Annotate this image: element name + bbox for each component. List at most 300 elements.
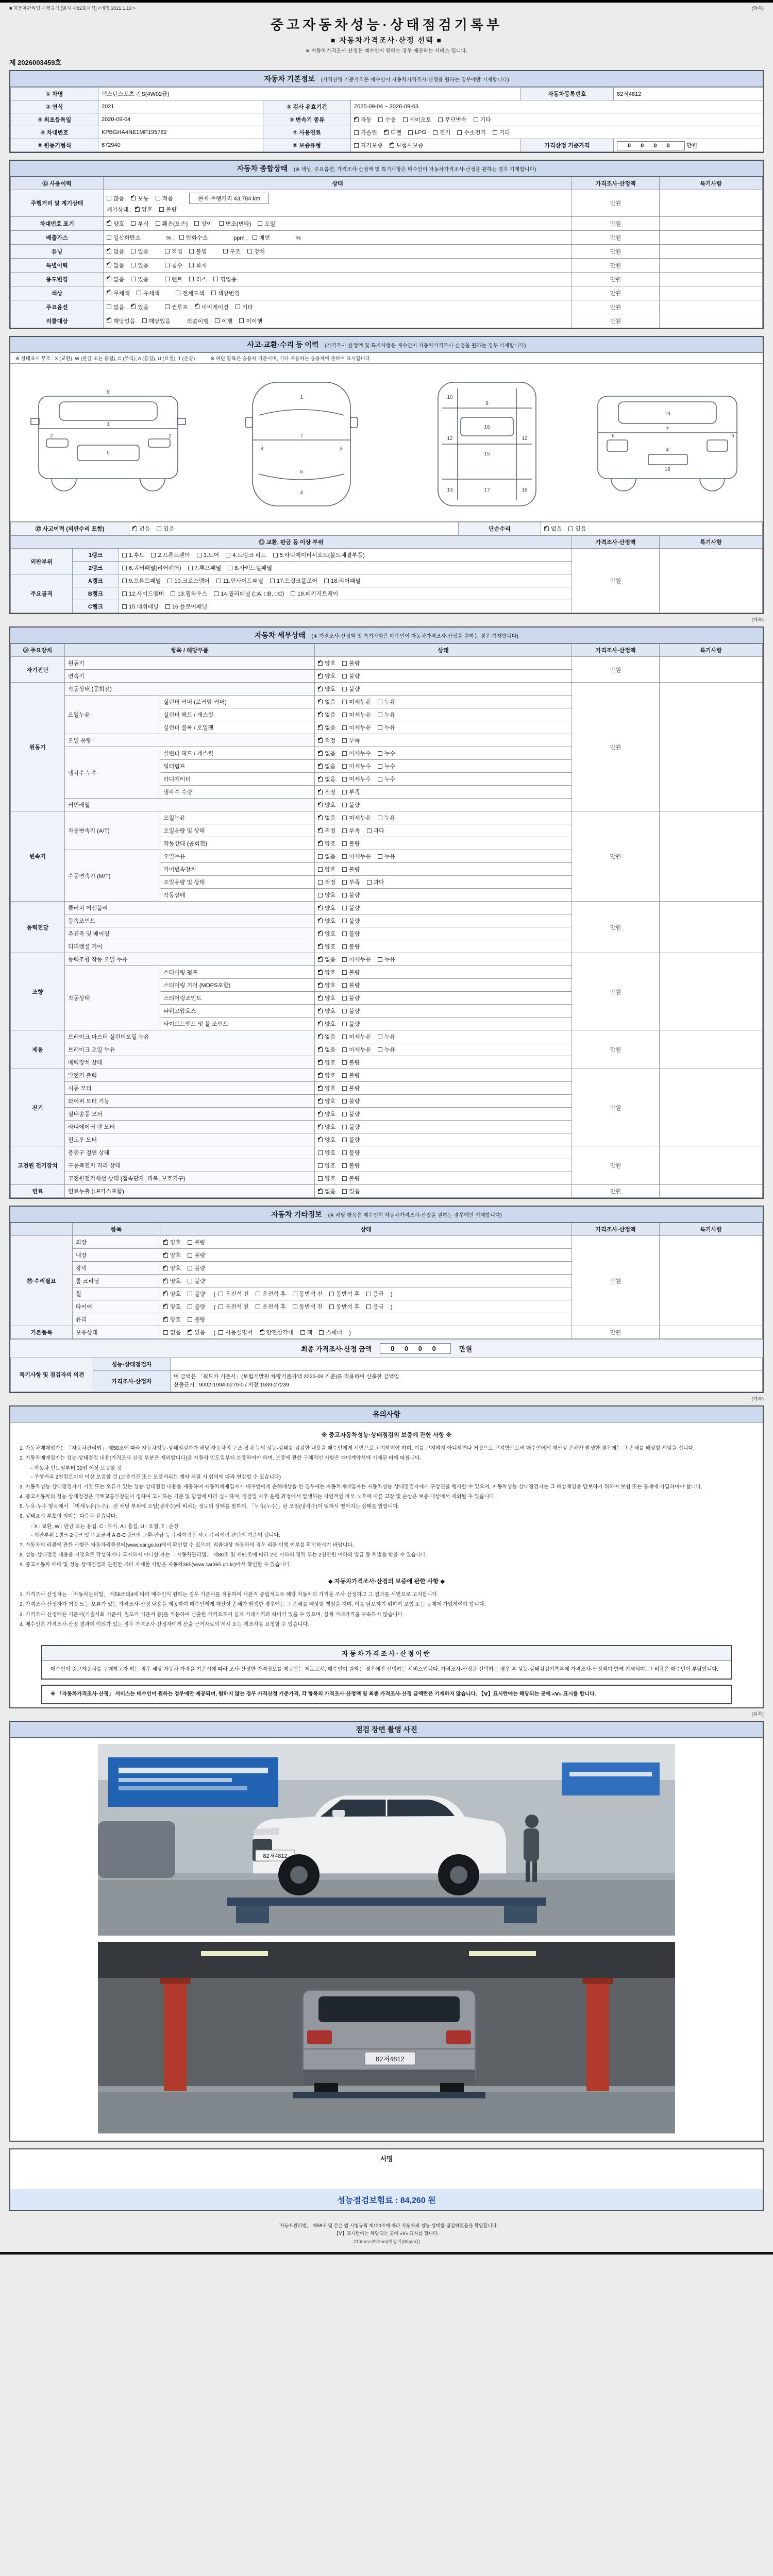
checkbox[interactable] <box>342 1060 347 1065</box>
checkbox-option[interactable] <box>342 788 360 796</box>
checkbox-option[interactable] <box>342 852 371 860</box>
checkbox[interactable] <box>342 828 347 833</box>
checkbox-option[interactable] <box>342 981 360 989</box>
checkbox[interactable] <box>107 318 111 323</box>
checkbox[interactable] <box>342 1150 347 1155</box>
checkbox-option[interactable] <box>493 128 510 137</box>
checkbox[interactable] <box>159 207 164 212</box>
checkbox-option[interactable] <box>318 981 335 989</box>
checkbox-option[interactable] <box>107 194 124 202</box>
checkbox-option[interactable] <box>228 564 272 572</box>
checkbox[interactable] <box>122 579 127 583</box>
checkbox-option[interactable] <box>195 303 229 311</box>
checkbox-option[interactable] <box>474 115 491 124</box>
checkbox[interactable] <box>188 1266 192 1270</box>
checkbox[interactable] <box>293 1292 297 1296</box>
checkbox[interactable] <box>438 117 443 122</box>
checkbox[interactable] <box>219 1304 223 1309</box>
checkbox[interactable] <box>318 1009 323 1013</box>
checkbox[interactable] <box>342 816 347 820</box>
checkbox[interactable] <box>318 931 323 936</box>
checkbox-option[interactable] <box>342 736 360 744</box>
checkbox[interactable] <box>342 1099 347 1104</box>
checkbox-option[interactable] <box>354 141 383 149</box>
checkbox-option[interactable] <box>378 955 395 963</box>
checkbox-option[interactable] <box>378 698 395 706</box>
checkbox[interactable] <box>342 1086 347 1091</box>
checkbox-option[interactable] <box>122 589 164 598</box>
checkbox-option[interactable] <box>219 1302 249 1311</box>
checkbox-option[interactable] <box>329 1302 360 1311</box>
checkbox[interactable] <box>342 713 347 717</box>
checkbox-option[interactable] <box>163 1238 181 1246</box>
checkbox[interactable] <box>318 1047 323 1052</box>
checkbox[interactable] <box>318 1035 323 1039</box>
checkbox[interactable] <box>188 1330 192 1335</box>
checkbox[interactable] <box>342 803 347 807</box>
checkbox-option[interactable] <box>366 1290 384 1298</box>
checkbox[interactable] <box>318 816 323 820</box>
checkbox[interactable] <box>165 277 170 281</box>
checkbox[interactable] <box>329 1292 334 1296</box>
checkbox[interactable] <box>247 249 252 253</box>
checkbox-option[interactable] <box>342 878 360 886</box>
checkbox-option[interactable] <box>215 317 232 325</box>
checkbox[interactable] <box>408 130 413 135</box>
checkbox-option[interactable] <box>122 577 161 585</box>
checkbox[interactable] <box>318 970 323 975</box>
checkbox-option[interactable] <box>318 1007 335 1015</box>
checkbox-option[interactable] <box>165 261 182 269</box>
checkbox[interactable] <box>318 880 323 885</box>
checkbox-option[interactable] <box>318 1020 335 1028</box>
checkbox-option[interactable] <box>214 589 284 598</box>
checkbox-option[interactable] <box>318 1148 335 1157</box>
checkbox-option[interactable] <box>163 1328 181 1336</box>
checkbox-option[interactable] <box>318 1045 335 1054</box>
checkbox-option[interactable] <box>318 801 335 809</box>
checkbox[interactable] <box>366 1304 371 1309</box>
checkbox-option[interactable] <box>342 1161 360 1170</box>
checkbox[interactable] <box>342 1176 347 1181</box>
checkbox-option[interactable] <box>122 551 144 559</box>
checkbox[interactable] <box>188 566 193 570</box>
checkbox[interactable] <box>273 553 278 557</box>
checkbox-option[interactable] <box>107 233 141 242</box>
checkbox-option[interactable] <box>342 904 360 912</box>
checkbox-option[interactable] <box>131 194 148 202</box>
checkbox-option[interactable] <box>342 865 360 873</box>
checkbox-option[interactable] <box>366 1302 384 1311</box>
checkbox-option[interactable] <box>163 1290 181 1298</box>
checkbox[interactable] <box>378 117 383 122</box>
checkbox-option[interactable] <box>107 275 124 283</box>
checkbox[interactable] <box>378 957 382 962</box>
checkbox[interactable] <box>216 579 221 583</box>
checkbox-option[interactable] <box>342 1097 360 1105</box>
checkbox[interactable] <box>163 1266 168 1270</box>
checkbox[interactable] <box>342 1125 347 1129</box>
checkbox-option[interactable] <box>156 219 188 228</box>
checkbox[interactable] <box>219 221 224 226</box>
checkbox-option[interactable] <box>342 1032 371 1041</box>
checkbox-option[interactable] <box>403 115 432 124</box>
checkbox[interactable] <box>367 828 372 833</box>
checkbox[interactable] <box>165 304 170 309</box>
checkbox-option[interactable] <box>132 524 150 533</box>
checkbox-option[interactable] <box>194 219 212 228</box>
checkbox[interactable] <box>318 1086 323 1091</box>
checkbox[interactable] <box>163 1240 168 1245</box>
checkbox-option[interactable] <box>342 994 360 1002</box>
checkbox-option[interactable] <box>342 1136 360 1144</box>
checkbox[interactable] <box>384 130 389 135</box>
checkbox[interactable] <box>367 880 372 885</box>
checkbox[interactable] <box>195 304 199 309</box>
checkbox[interactable] <box>318 674 323 679</box>
checkbox[interactable] <box>318 1163 323 1168</box>
checkbox-option[interactable] <box>318 814 335 822</box>
checkbox[interactable] <box>157 527 161 531</box>
checkbox[interactable] <box>319 1330 324 1335</box>
checkbox-option[interactable] <box>188 1264 205 1272</box>
checkbox[interactable] <box>122 591 127 596</box>
checkbox[interactable] <box>318 777 323 782</box>
checkbox-option[interactable] <box>378 1032 395 1041</box>
checkbox[interactable] <box>378 816 382 820</box>
checkbox[interactable] <box>324 579 329 583</box>
checkbox[interactable] <box>318 1022 323 1026</box>
checkbox[interactable] <box>163 1279 168 1283</box>
checkbox[interactable] <box>342 867 347 872</box>
checkbox[interactable] <box>342 1163 347 1168</box>
checkbox-option[interactable] <box>378 814 395 822</box>
checkbox[interactable] <box>342 983 347 988</box>
checkbox[interactable] <box>342 764 347 769</box>
checkbox[interactable] <box>342 1047 347 1052</box>
checkbox[interactable] <box>219 1292 223 1296</box>
checkbox[interactable] <box>378 764 382 769</box>
checkbox[interactable] <box>219 1330 223 1335</box>
checkbox[interactable] <box>329 1304 334 1309</box>
checkbox[interactable] <box>318 1176 323 1181</box>
checkbox-option[interactable] <box>260 1328 294 1336</box>
checkbox[interactable] <box>122 604 127 609</box>
checkbox-option[interactable] <box>165 303 188 311</box>
checkbox[interactable] <box>318 919 323 923</box>
checkbox-option[interactable] <box>342 929 360 938</box>
checkbox[interactable] <box>342 893 347 897</box>
checkbox[interactable] <box>342 919 347 923</box>
checkbox-option[interactable] <box>179 233 208 242</box>
checkbox[interactable] <box>258 221 262 226</box>
checkbox-option[interactable] <box>378 749 395 757</box>
checkbox[interactable] <box>318 1060 323 1065</box>
checkbox[interactable] <box>253 235 257 240</box>
checkbox[interactable] <box>239 318 244 323</box>
checkbox[interactable] <box>354 143 359 148</box>
checkbox[interactable] <box>107 221 111 226</box>
checkbox[interactable] <box>188 1317 192 1322</box>
checkbox-option[interactable] <box>188 1302 205 1311</box>
checkbox-option[interactable] <box>390 141 424 149</box>
checkbox-option[interactable] <box>165 275 182 283</box>
checkbox[interactable] <box>300 1330 305 1335</box>
checkbox-option[interactable] <box>107 289 130 297</box>
checkbox-option[interactable] <box>318 1032 335 1041</box>
checkbox[interactable] <box>366 1292 371 1296</box>
checkbox-option[interactable] <box>318 1136 335 1144</box>
checkbox-option[interactable] <box>318 904 335 912</box>
checkbox-option[interactable] <box>197 551 219 559</box>
checkbox-option[interactable] <box>384 128 401 137</box>
checkbox[interactable] <box>156 196 160 200</box>
checkbox-option[interactable] <box>378 852 395 860</box>
checkbox-option[interactable] <box>342 1187 360 1195</box>
checkbox-option[interactable] <box>318 659 335 667</box>
checkbox[interactable] <box>163 1330 168 1335</box>
checkbox-option[interactable] <box>342 1071 360 1079</box>
checkbox-option[interactable] <box>131 303 148 311</box>
checkbox[interactable] <box>318 996 323 1001</box>
checkbox-option[interactable] <box>151 551 190 559</box>
checkbox[interactable] <box>342 661 347 666</box>
checkbox-option[interactable] <box>318 826 335 835</box>
checkbox-option[interactable] <box>165 602 207 611</box>
checkbox[interactable] <box>342 777 347 782</box>
checkbox[interactable] <box>378 1047 382 1052</box>
checkbox[interactable] <box>179 235 184 240</box>
checkbox-option[interactable] <box>342 672 360 680</box>
checkbox[interactable] <box>342 751 347 756</box>
checkbox-option[interactable] <box>318 942 335 951</box>
checkbox-option[interactable] <box>188 1238 205 1246</box>
checkbox[interactable] <box>163 1292 168 1296</box>
checkbox[interactable] <box>318 906 323 910</box>
checkbox[interactable] <box>474 117 478 122</box>
checkbox-option[interactable] <box>433 128 450 137</box>
checkbox-option[interactable] <box>568 524 586 533</box>
checkbox[interactable] <box>165 604 170 609</box>
checkbox-option[interactable] <box>342 955 371 963</box>
checkbox[interactable] <box>132 527 137 531</box>
checkbox[interactable] <box>318 1189 323 1194</box>
checkbox-option[interactable] <box>342 710 371 719</box>
checkbox-option[interactable] <box>438 115 467 124</box>
checkbox[interactable] <box>342 841 347 846</box>
checkbox[interactable] <box>156 221 160 226</box>
checkbox-option[interactable] <box>318 762 335 770</box>
checkbox-option[interactable] <box>258 219 275 228</box>
checkbox-option[interactable] <box>342 826 360 835</box>
checkbox[interactable] <box>318 841 323 846</box>
checkbox-option[interactable] <box>256 1302 286 1311</box>
checkbox[interactable] <box>256 1304 260 1309</box>
checkbox[interactable] <box>342 1022 347 1026</box>
checkbox[interactable] <box>260 1330 264 1335</box>
checkbox[interactable] <box>342 880 347 885</box>
checkbox-option[interactable] <box>354 128 377 137</box>
checkbox-option[interactable] <box>318 736 335 744</box>
checkbox-option[interactable] <box>544 524 562 533</box>
checkbox-option[interactable] <box>107 219 124 228</box>
checkbox-option[interactable] <box>107 317 136 325</box>
checkbox-option[interactable] <box>342 1123 360 1131</box>
checkbox-option[interactable] <box>188 1290 205 1298</box>
checkbox-option[interactable] <box>318 1123 335 1131</box>
checkbox[interactable] <box>214 591 219 596</box>
checkbox[interactable] <box>318 790 323 794</box>
checkbox[interactable] <box>342 1073 347 1078</box>
checkbox-option[interactable] <box>318 917 335 925</box>
checkbox-option[interactable] <box>318 1058 335 1066</box>
checkbox[interactable] <box>107 277 111 281</box>
checkbox-option[interactable] <box>291 589 338 598</box>
checkbox[interactable] <box>342 687 347 691</box>
checkbox-option[interactable] <box>226 551 266 559</box>
checkbox[interactable] <box>318 867 323 872</box>
checkbox-option[interactable] <box>378 1045 395 1054</box>
checkbox-option[interactable] <box>188 1251 205 1259</box>
checkbox-option[interactable] <box>131 261 148 269</box>
checkbox-option[interactable] <box>213 275 237 283</box>
checkbox[interactable] <box>189 263 194 267</box>
checkbox[interactable] <box>197 553 201 557</box>
checkbox[interactable] <box>163 1304 168 1309</box>
checkbox[interactable] <box>167 579 172 583</box>
checkbox-option[interactable] <box>342 1110 360 1118</box>
checkbox[interactable] <box>318 828 323 833</box>
checkbox-option[interactable] <box>131 247 148 256</box>
checkbox[interactable] <box>107 196 111 200</box>
checkbox[interactable] <box>107 263 111 267</box>
checkbox[interactable] <box>131 263 136 267</box>
checkbox[interactable] <box>342 931 347 936</box>
checkbox-option[interactable] <box>329 1290 360 1298</box>
checkbox-option[interactable] <box>342 1148 360 1157</box>
checkbox[interactable] <box>342 944 347 949</box>
checkbox-option[interactable] <box>270 577 317 585</box>
checkbox[interactable] <box>213 277 218 281</box>
checkbox[interactable] <box>342 674 347 679</box>
checkbox-option[interactable] <box>219 1328 253 1336</box>
checkbox[interactable] <box>318 751 323 756</box>
checkbox-option[interactable] <box>342 917 360 925</box>
checkbox[interactable] <box>188 1253 192 1258</box>
checkbox[interactable] <box>131 277 136 281</box>
checkbox[interactable] <box>131 221 136 226</box>
checkbox[interactable] <box>318 764 323 769</box>
checkbox[interactable] <box>270 579 275 583</box>
checkbox-option[interactable] <box>171 589 207 598</box>
checkbox-option[interactable] <box>216 577 263 585</box>
checkbox[interactable] <box>211 291 216 295</box>
checkbox-option[interactable] <box>342 723 371 732</box>
checkbox[interactable] <box>188 1279 192 1283</box>
checkbox-option[interactable] <box>142 317 171 325</box>
checkbox[interactable] <box>342 700 347 704</box>
checkbox-option[interactable] <box>189 261 207 269</box>
checkbox-option[interactable] <box>256 1290 286 1298</box>
checkbox[interactable] <box>318 725 323 730</box>
checkbox[interactable] <box>318 1150 323 1155</box>
checkbox[interactable] <box>354 117 359 122</box>
checkbox-option[interactable] <box>163 1315 181 1324</box>
checkbox-option[interactable] <box>223 247 241 256</box>
checkbox-option[interactable] <box>273 551 365 559</box>
checkbox-option[interactable] <box>318 1071 335 1079</box>
checkbox[interactable] <box>163 1317 168 1322</box>
checkbox-option[interactable] <box>131 219 148 228</box>
checkbox[interactable] <box>236 304 240 309</box>
checkbox[interactable] <box>433 130 438 135</box>
checkbox[interactable] <box>342 970 347 975</box>
checkbox[interactable] <box>228 566 232 570</box>
checkbox[interactable] <box>188 1304 192 1309</box>
checkbox-option[interactable] <box>189 247 207 256</box>
checkbox[interactable] <box>390 143 394 148</box>
checkbox-option[interactable] <box>318 839 335 848</box>
checkbox[interactable] <box>223 249 228 253</box>
checkbox-option[interactable] <box>318 955 335 963</box>
checkbox-option[interactable] <box>378 723 395 732</box>
checkbox[interactable] <box>342 725 347 730</box>
checkbox-option[interactable] <box>318 994 335 1002</box>
checkbox-option[interactable] <box>318 1110 335 1118</box>
checkbox-option[interactable] <box>135 205 153 213</box>
checkbox-option[interactable] <box>239 317 262 325</box>
checkbox-option[interactable] <box>318 1187 335 1195</box>
checkbox[interactable] <box>137 291 141 295</box>
checkbox[interactable] <box>318 983 323 988</box>
checkbox-option[interactable] <box>318 775 335 783</box>
checkbox[interactable] <box>122 566 127 570</box>
checkbox[interactable] <box>378 1035 382 1039</box>
checkbox[interactable] <box>318 738 323 743</box>
checkbox[interactable] <box>142 318 147 323</box>
checkbox[interactable] <box>122 553 127 557</box>
checkbox[interactable] <box>318 713 323 717</box>
checkbox-option[interactable] <box>318 878 335 886</box>
checkbox[interactable] <box>342 854 347 859</box>
checkbox[interactable] <box>131 196 136 200</box>
checkbox-option[interactable] <box>131 275 148 283</box>
checkbox[interactable] <box>544 527 549 531</box>
checkbox-option[interactable] <box>342 775 371 783</box>
checkbox[interactable] <box>256 1292 260 1296</box>
checkbox[interactable] <box>291 591 295 596</box>
checkbox[interactable] <box>318 1138 323 1142</box>
checkbox[interactable] <box>318 687 323 691</box>
checkbox-option[interactable] <box>318 968 335 976</box>
checkbox-option[interactable] <box>319 1328 342 1336</box>
checkbox[interactable] <box>318 944 323 949</box>
checkbox-option[interactable] <box>107 261 124 269</box>
checkbox[interactable] <box>342 1189 347 1194</box>
checkbox-option[interactable] <box>318 710 335 719</box>
checkbox[interactable] <box>163 1253 168 1258</box>
checkbox-option[interactable] <box>163 1251 181 1259</box>
checkbox[interactable] <box>354 130 359 135</box>
checkbox-option[interactable] <box>137 289 160 297</box>
checkbox-option[interactable] <box>188 1328 205 1336</box>
checkbox[interactable] <box>342 1138 347 1142</box>
checkbox[interactable] <box>188 1292 192 1296</box>
checkbox-option[interactable] <box>342 1020 360 1028</box>
checkbox-option[interactable] <box>457 128 486 137</box>
checkbox-option[interactable] <box>367 878 384 886</box>
checkbox-option[interactable] <box>342 1084 360 1092</box>
